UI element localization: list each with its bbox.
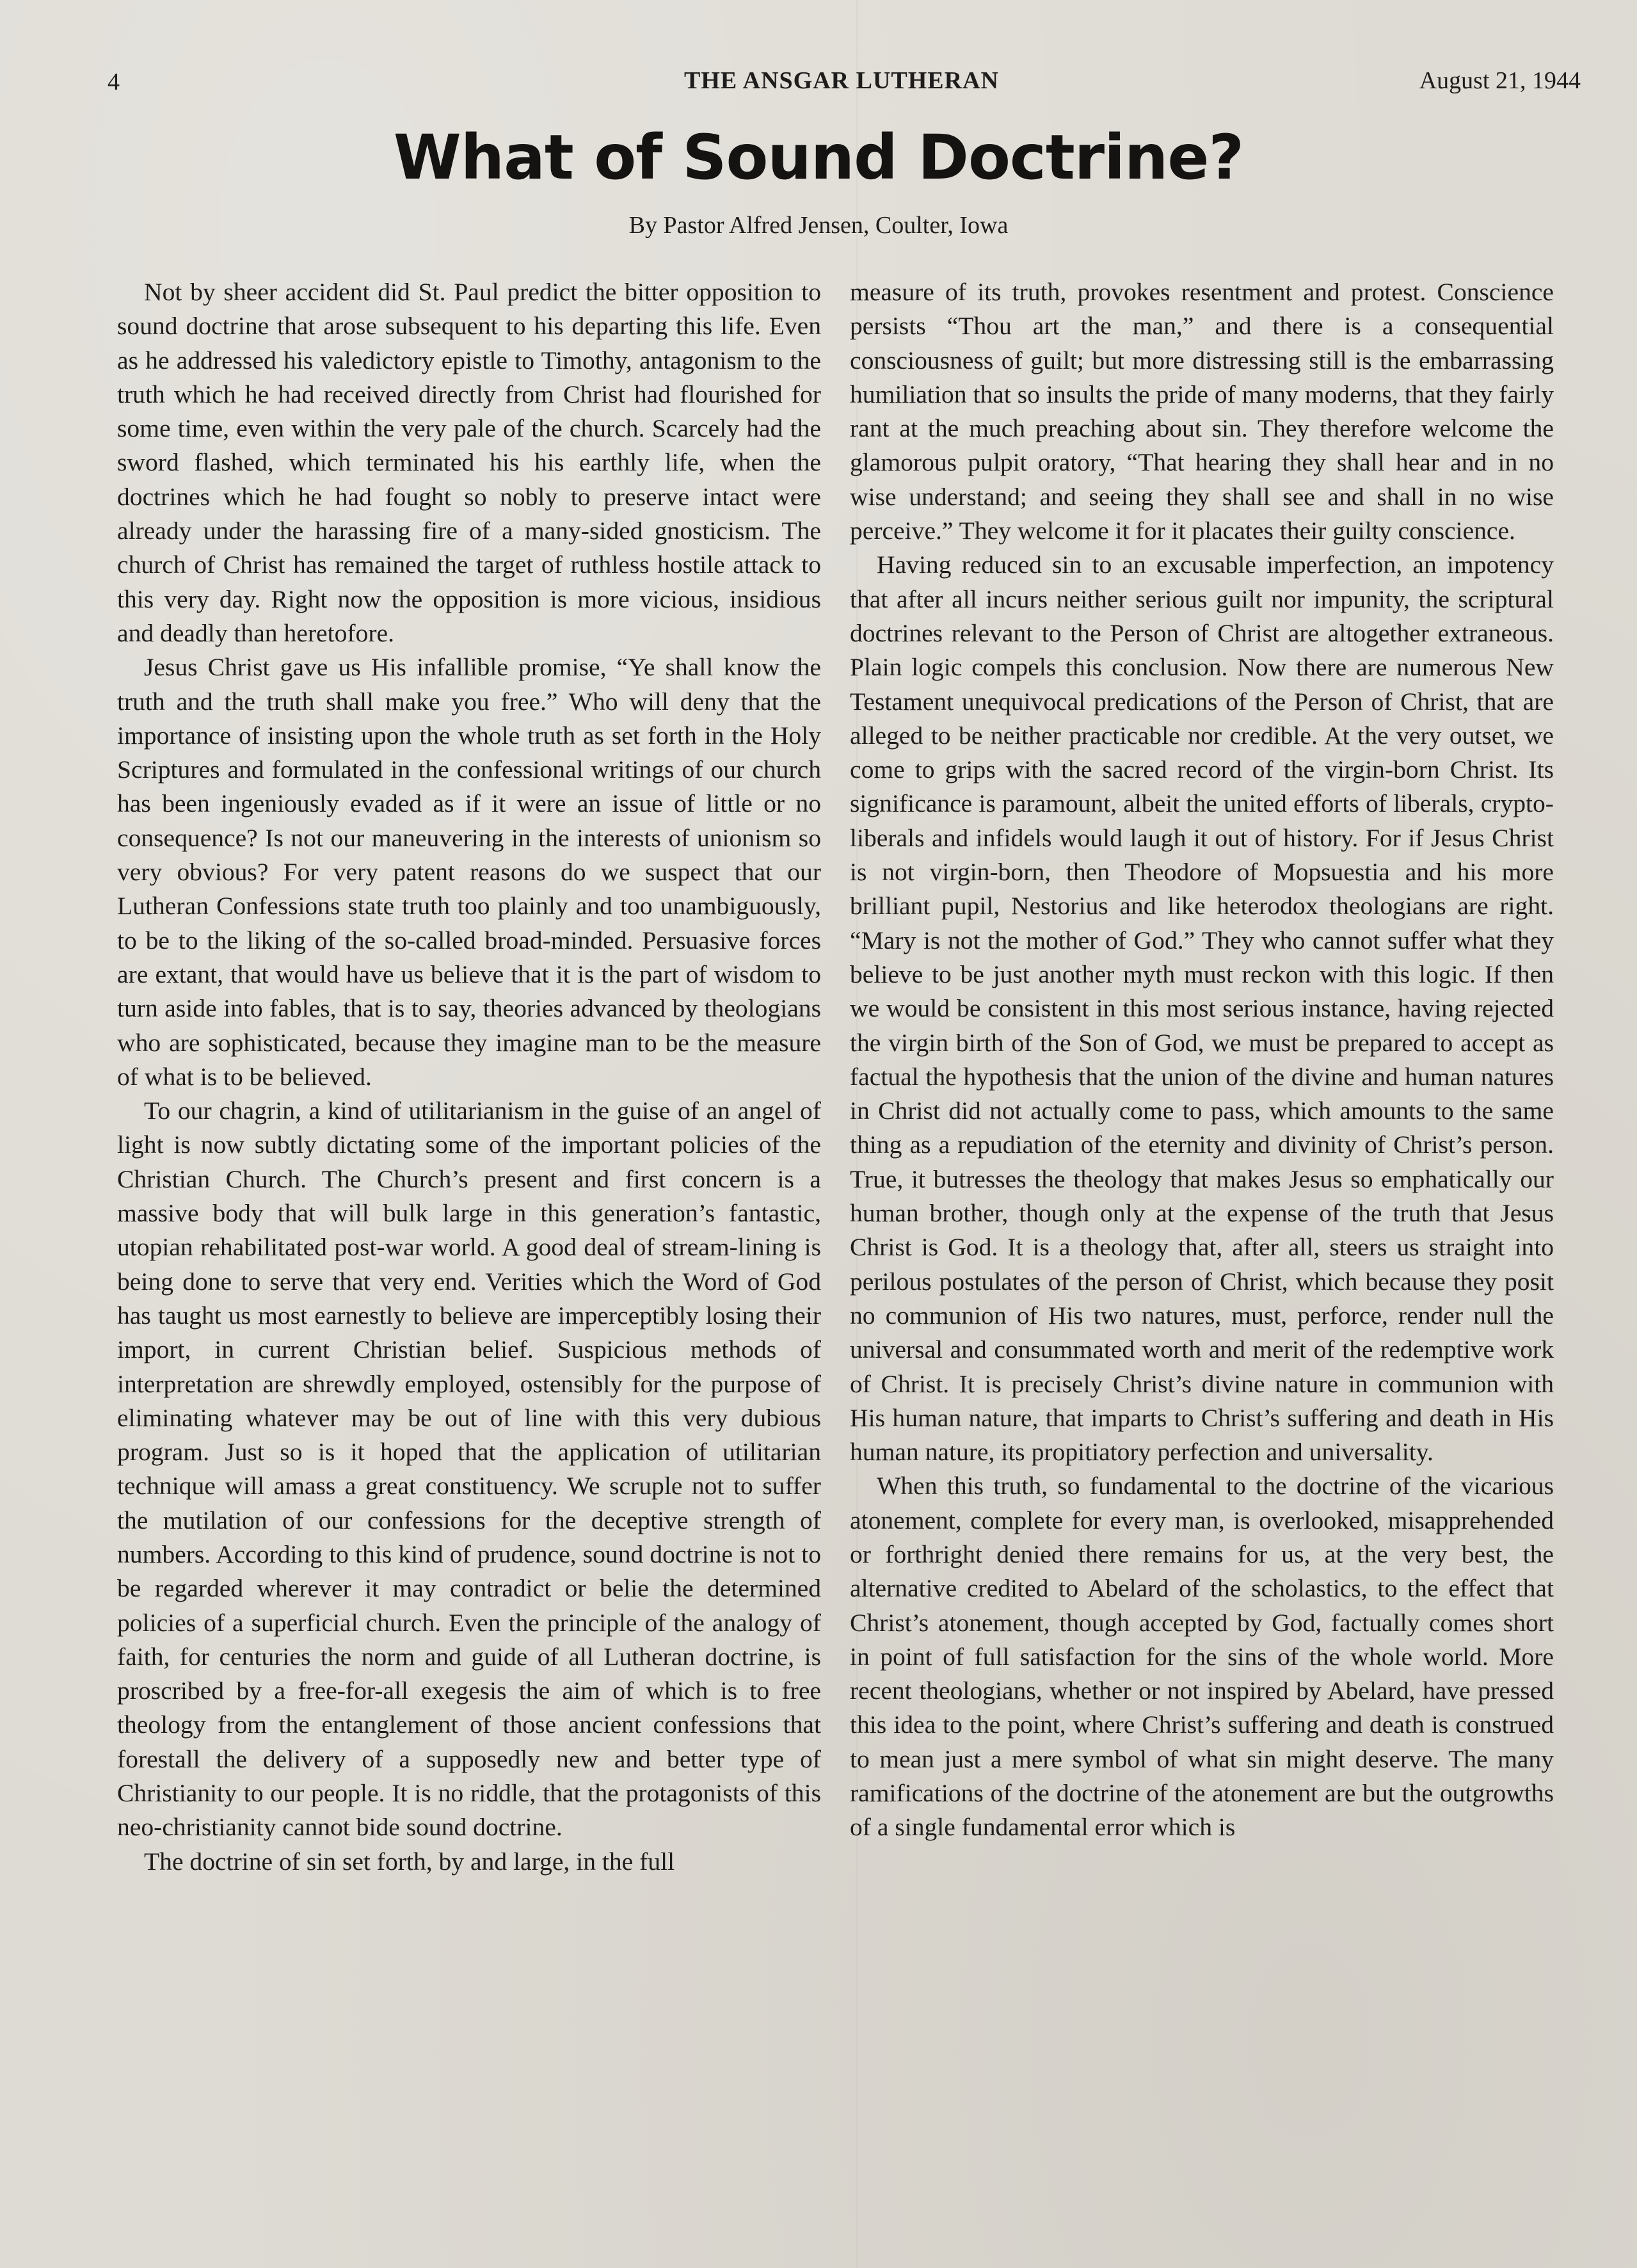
- issue-date: August 21, 1944: [1419, 67, 1581, 94]
- paragraph: To our chagrin, a kind of utilitarianism in the guise of an angel of light is now subtly dictating some of the important policies of the Christian Church. The Church’s present and first concern is a massive body that will bulk large in this generation’s fantastic, utopian rehabilitated post-war world. A good deal of stream-lining is being done to serve that very end. Verities which the Word of God has taught us most earnestly to believe are imperceptibly losing their import, in current Christian belief. Suspicious methods of interpretation are shrewdly employed, ostensibly for the purpose of eliminating whatever may be out of line with this very dubious program. Just so is it hoped that the application of utilitarian technique will amass a great constituency. We scruple not to suffer the mutilation of our confessions for the deceptive strength of numbers. According to this kind of prudence, sound doctrine is not to be regarded wherever it may contradict or belie the determined policies of a superficial church. Even the principle of the analogy of faith, for centuries the norm and guide of all Lutheran doctrine, is proscribed by a free-for-all exegesis the aim of which is to free theology from the entanglement of those ancient confessions that forestall the delivery of a supposedly new and better type of Christianity to our people. It is no riddle, that the protagonists of this neo-christianity cannot bide sound doctrine.: [117, 1097, 821, 1842]
- paragraph: The doctrine of sin set forth, by and large, in the full: [144, 1847, 675, 1876]
- paragraph: When this truth, so fundamental to the doctrine of the vicarious atonement, complete for every man, is overlooked, misapprehended or forthright denied there remains for us, at the very best, the alternative credited to Abelard of the scholastics, to the effect that Christ’s atonement, though accepted by God, factually comes short in point of full satisfaction for the sins of the whole world. More recent theologians, whether or not inspired by Abelard, have pressed this idea to the point, where Christ’s suffering and death is construed to mean just a mere symbol of what sin might deserve. The many ramifications of the doctrine of the atonement are but the outgrowths of a single fundamental error which is: [850, 1472, 1554, 1842]
- publication-name: THE ANSGAR LUTHERAN: [684, 67, 999, 94]
- paragraph: Not by sheer accident did St. Paul predict the bitter opposition to sound doctrine that arose subsequent to his departing this life. Even as he addressed his valedictory epistle to Timothy, antagonism to the truth which he had received directly from Christ had flourished for some time, even within the very pale of the church. Scarcely had the sword flashed, which terminated his his earthly life, when the doctrines which he had fought so nobly to preserve intact were already under the harassing fire of a many-sided gnosticism. The church of Christ has remained the target of ruthless hostile attack to this very day. Right now the opposition is more vicious, insidious and deadly than heretofore.: [117, 278, 821, 647]
- right-column: [850, 275, 1554, 2221]
- left-column: [117, 275, 821, 2221]
- paragraph: Jesus Christ gave us His infallible promise, “Ye shall know the truth and the truth shall make you free.” Who will deny that the importance of insisting upon the whole truth as set forth in the Holy Scriptures and formulated in the confessional writings of our church has been ingeniously evaded as if it were an issue of little or no consequence? Is not our maneuvering in the interests of unionism so very obvious? For very patent reasons do we suspect that our Lutheran Confessions state truth too plainly and too unambiguously, to be to the liking of the so-called broad-minded. Persuasive forces are extant, that would have us believe that it is the part of wisdom to turn aside into fables, that is to say, theories advanced by theologians who are sophisticated, because they imagine man to be the measure of what is to be believed.: [117, 653, 821, 1091]
- article-title: What of Sound Doctrine?: [393, 122, 1244, 193]
- page-number: 4: [108, 68, 120, 95]
- paragraph: Having reduced sin to an excusable imperfection, an impotency that after all incurs neither serious guilt nor impunity, the scriptural doctrines relevant to the Person of Christ are altogether extraneous. Plain logic compels this conclusion. Now there are numerous New Testament unequivocal predications of the Person of Christ, that are alleged to be neither practicable nor credible. At the very outset, we come to grips with the sacred record of the virgin-born Christ. Its significance is paramount, albeit the united efforts of liberals, crypto-liberals and infidels would laugh it out of history. For if Jesus Christ is not virgin-born, then Theodore of Mopsuestia and his more brilliant pupil, Nestorius and like heterodox theologians are right. “Mary is not the mother of God.” They who cannot suffer what they believe to be just another myth must reckon with this logic. If then we would be consistent in this most serious instance, having rejected the virgin birth of the Son of God, we must be prepared to accept as factual the hypothesis that the union of the divine and human natures in Christ did not actually come to pass, which amounts to the same thing as a repudiation of the eternity and divinity of Christ’s person. True, it butresses the theology that makes Jesus so emphatically our human brother, though only at the expense of the truth that Jesus Christ is God. It is a theology that, after all, steers us straight into perilous postulates of the person of Christ, which because they posit no communion of His two natures, must, perforce, render null the universal and consummated worth and merit of the redemptive work of Christ. It is precisely Christ’s divine nature in communion with His human nature, that imparts to Christ’s suffering and death in His human nature, its propitiatory perfection and universality.: [850, 551, 1554, 1467]
- article-byline: By Pastor Alfred Jensen, Coulter, Iowa: [628, 212, 1009, 239]
- page-header: [102, 64, 1581, 102]
- paragraph-continuation: measure of its truth, provokes resentment and protest. Conscience persists “Thou art the man,” and there is a consequential consciousness of guilt; but more distressing still is the embarrassing humiliation that so insults the pride of many moderns, that they fairly rant at the much preaching about sin. They therefore welcome the glamorous pulpit oratory, “That hearing they shall hear and in no wise understand; and seeing they shall see and shall in no wise perceive.” They welcome it for it placates their guilty conscience.: [850, 278, 1554, 545]
